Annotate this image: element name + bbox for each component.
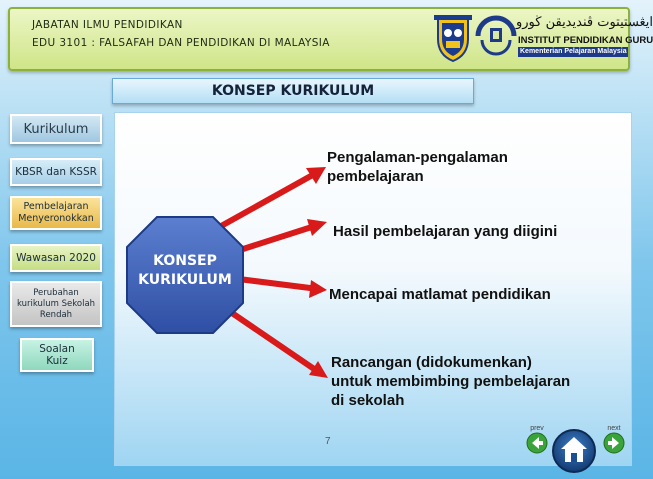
next-label: next	[607, 425, 621, 432]
concept-item-line: Hasil pembelajaran yang diigini	[333, 223, 558, 240]
page-number: 7	[325, 436, 331, 447]
ipg-arabic-text: ايڠستيتوت ڤنديديقن ڬورو	[516, 15, 653, 30]
ipg-ministry-text: Kementerian Pelajaran Malaysia	[520, 48, 627, 55]
center-label-line: KURIKULUM	[138, 272, 232, 288]
home-button[interactable]	[551, 428, 597, 478]
sidebar-item-label: Wawasan 2020	[16, 252, 96, 264]
sidebar-item-label: Pembelajaran	[23, 201, 89, 212]
concept-item-matlamat	[329, 285, 551, 304]
prev-button[interactable]	[526, 425, 548, 458]
center-label-line: KONSEP	[153, 253, 217, 269]
concept-item-line: untuk membimbing pembelajaran	[331, 373, 571, 390]
concept-item-rancangan	[331, 353, 570, 410]
sidebar-item-label: Rendah	[39, 309, 73, 320]
arrow-pengalaman	[205, 167, 326, 235]
ipg-name-text: INSTITUT PENDIDIKAN GURU	[518, 35, 653, 46]
sidebar-item-label: Perubahan	[33, 287, 79, 298]
arrow-left-icon	[526, 432, 548, 454]
course-title: EDU 3101 : FALSAFAH DAN PENDIDIKAN DI MALAYSIA	[32, 37, 330, 49]
prev-label: prev	[530, 425, 544, 432]
home-icon	[551, 428, 597, 474]
sidebar-item-label: Kurikulum	[23, 121, 89, 137]
concept-item-line: Pengalaman-pengalaman	[327, 149, 508, 166]
slide-title: KONSEP KURIKULUM	[112, 78, 474, 104]
next-button[interactable]	[603, 425, 625, 458]
concept-item-hasil	[333, 222, 557, 241]
department-title: JABATAN ILMU PENDIDIKAN	[32, 19, 183, 31]
arrow-right-icon	[603, 432, 625, 454]
concept-item-line: Rancangan (didokumenkan)	[331, 354, 532, 371]
concept-center-label	[127, 252, 243, 290]
sidebar-item-label: KBSR dan KSSR	[15, 166, 97, 178]
sidebar-item-label: Kuiz	[46, 355, 68, 367]
sidebar-item-label: Soalan	[39, 343, 75, 355]
concept-item-line: pembelajaran	[327, 168, 424, 185]
concept-item-pengalaman	[327, 148, 508, 186]
concept-item-line: Mencapai matlamat pendidikan	[329, 286, 551, 303]
sidebar-item-label: Menyeronokkan	[18, 213, 94, 224]
sidebar-item-label: kurikulum Sekolah	[16, 298, 96, 309]
concept-item-line: di sekolah	[331, 392, 405, 409]
